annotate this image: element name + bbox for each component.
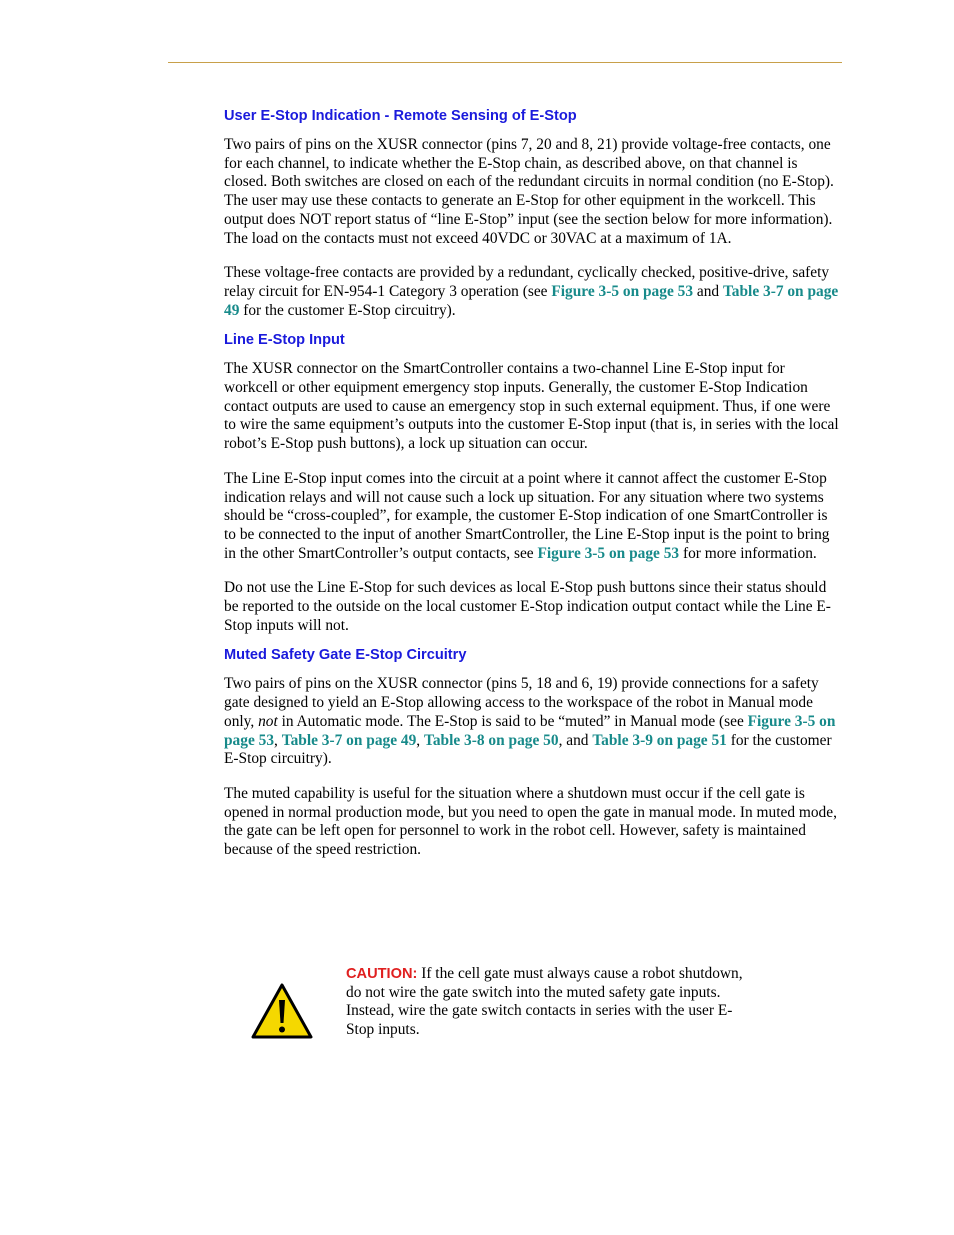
- link-table-3-7[interactable]: Table 3-7 on page 49: [281, 731, 417, 749]
- document-body: [224, 106, 842, 860]
- header-rule: [168, 62, 842, 63]
- link-table-3-7[interactable]: Table 3-7 on page 49: [224, 282, 839, 319]
- paragraph: These voltage-free contacts are provided by a redundant, cyclically checked, positive-drive, safety relay circuit for EN-954-1 Category 3 operation (see Figure 3-5 on page 53 and Table 3-7 on page 49 for the customer E-Stop circuitry).: [224, 264, 839, 319]
- paragraph: The muted capability is useful for the situation where a shutdown must occur if the cell gate is opened in normal production mode, but you need to open the gate in manual mode. In muted mode, the gate can be left open for personnel to work in the robot cell. However, safety is maintained because of the speed restriction.: [224, 784, 837, 859]
- section-heading-line-estop: Line E-Stop Input: [224, 332, 345, 349]
- section-heading-muted-gate: Muted Safety Gate E-Stop Circuitry: [224, 647, 467, 664]
- section-heading-user-estop: User E-Stop Indication - Remote Sensing of E-Stop: [224, 108, 577, 124]
- caution-label: CAUTION:: [346, 966, 418, 982]
- link-table-3-9[interactable]: Table 3-9 on page 51: [592, 731, 727, 749]
- paragraph: The XUSR connector on the SmartController contains a two-channel Line E-Stop input for workcell or other equipment emergency stop inputs. Generally, the customer E-Stop Indication contact outputs are used to cause an emergency stop in such external equipment. Thus, if one were to wire the same equipment’s outputs into the customer E-Stop input (that is, in series with the local robot’s E-Stop push buttons), a lock up situation can occur.: [224, 360, 839, 453]
- paragraph: Do not use the Line E-Stop for such devices as local E-Stop push buttons since their status should be reported to the outside on the local customer E-Stop indication output contact while the Line E-Stop inputs will not.: [224, 579, 831, 634]
- link-figure-3-5[interactable]: Figure 3-5 on page 53: [551, 282, 694, 300]
- link-figure-3-5[interactable]: Figure 3-5 on page 53: [224, 712, 836, 749]
- link-table-3-8[interactable]: Table 3-8 on page 50: [424, 731, 559, 749]
- paragraph: Two pairs of pins on the XUSR connector (pins 5, 18 and 6, 19) provide connections for a safety gate designed to yield an E-Stop allowing access to the workspace of the robot in Manual mode only, not in Automatic mode. The E-Stop is said to be “muted” in Manual mode (see Figure 3-5 on page 53, Table 3-7 on page 49, Table 3-8 on page 50, and Table 3-9 on page 51 for the customer E-Stop circuitry).: [224, 675, 836, 768]
- caution-text: CAUTION: If the cell gate must always cause a robot shutdown, do not wire the gate switch into the muted safety gate inputs. Instead, wire the gate switch contacts in series with the user E-Stop inputs.: [346, 965, 743, 1039]
- warning-triangle-icon: [250, 982, 314, 1040]
- paragraph: The Line E-Stop input comes into the circuit at a point where it cannot affect the customer E-Stop indication relays and will not cause such a lock up situation. For any situation where two systems should be “cross-coupled”, for example, the customer E-Stop indication of one SmartController is to be connected to the input of another SmartController, the Line E-Stop input is the point to bring in the other SmartController’s output contacts, see Figure 3-5 on page 53 for more information.: [224, 469, 830, 562]
- link-figure-3-5[interactable]: Figure 3-5 on page 53: [537, 544, 680, 562]
- caution-box: [250, 965, 750, 1055]
- paragraph: Two pairs of pins on the XUSR connector (pins 7, 20 and 8, 21) provide voltage-free contacts, one for each channel, to indicate whether the E-Stop chain, as described above, on that channel is closed. Both switches are closed on each of the redundant circuits in normal condition (no E-Stop). The user may use these contacts to generate an E-Stop for other equipment in the workcell. This output does NOT report status of “line E-Stop” input (see the section below for more information). The load on the contacts must not exceed 40VDC or 30VAC at a maximum of 1A.: [224, 136, 834, 247]
